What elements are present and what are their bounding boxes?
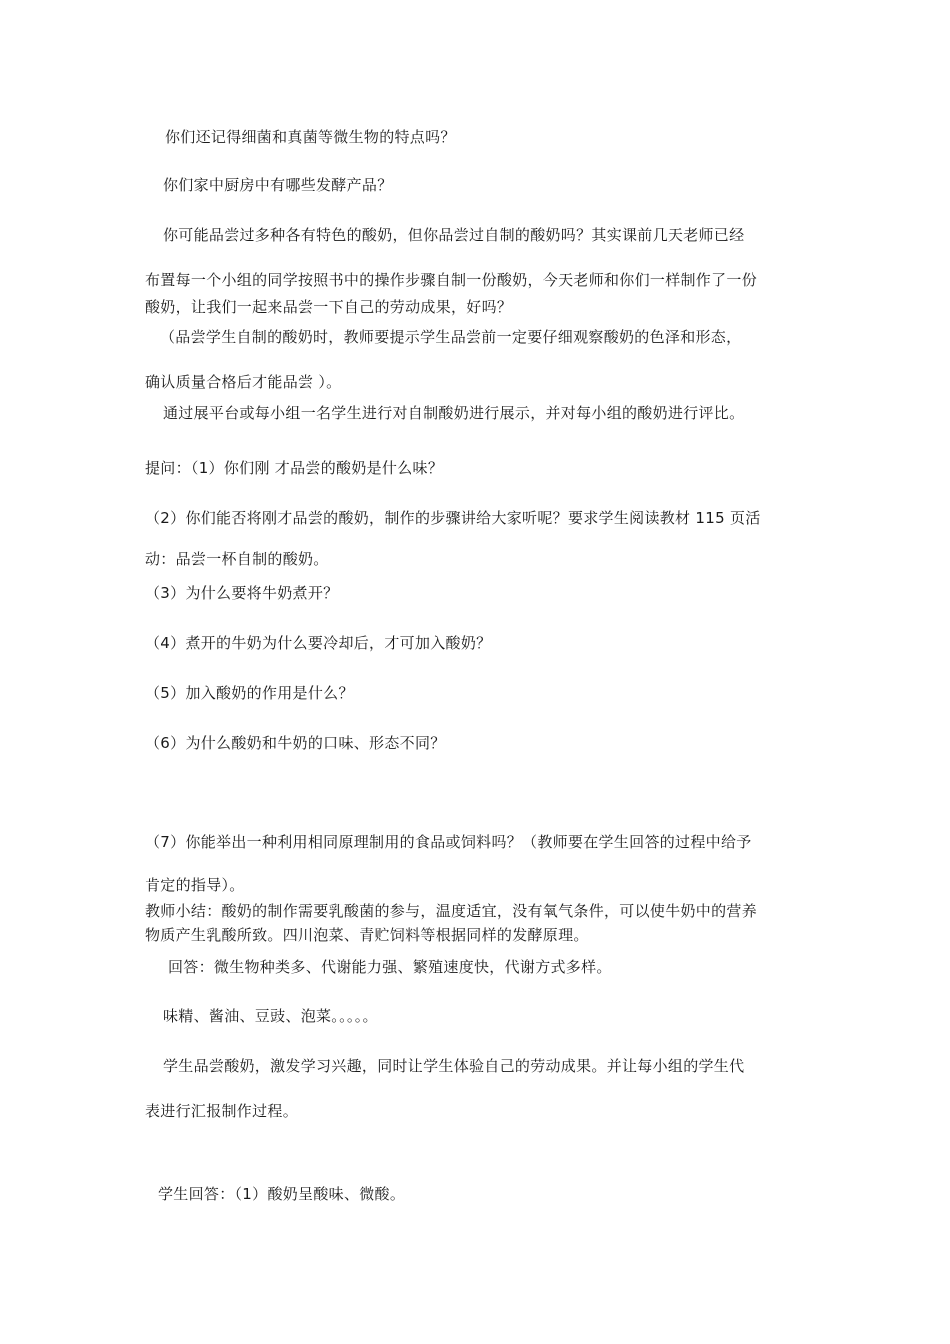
question-6: （6）为什么酸奶和牛奶的口味、形态不同？ — [145, 734, 446, 752]
text-line-1: 你们还记得细菌和真菌等微生物的特点吗？ — [165, 128, 456, 146]
question-2-cont: 动：品尝一杯自制的酸奶。 — [145, 550, 329, 568]
student-answer: 学生回答：（1）酸奶呈酸味、微酸。 — [158, 1185, 406, 1203]
text-line-2: 你们家中厨房中有哪些发酵产品？ — [163, 176, 393, 194]
text-line-6: （品尝学生自制的酸奶时，教师要提示学生品尝前一定要仔细观察酸奶的色泽和形态， — [160, 328, 742, 346]
text-line-3: 你可能品尝过多种各有特色的酸奶，但你品尝过自制的酸奶吗？其实课前几天老师已经 — [163, 226, 745, 244]
answer-line: 回答：微生物种类多、代谢能力强、繁殖速度快，代谢方式多样。 — [168, 958, 612, 976]
text-line-8: 通过展平台或每小组一名学生进行对自制酸奶进行展示，并对每小组的酸奶进行评比。 — [163, 404, 745, 422]
text-line-7: 确认质量合格后才能品尝 ）。 — [145, 373, 342, 391]
question-4: （4）煮开的牛奶为什么要冷却后，才可加入酸奶？ — [145, 634, 492, 652]
question-1: 提问：（1）你们刚 才品尝的酸奶是什么味？ — [145, 459, 444, 477]
question-7: （7）你能举出一种利用相同原理制用的食品或饲料吗？（教师要在学生回答的过程中给予 — [145, 833, 752, 851]
question-7-cont: 肯定的指导）。 — [145, 876, 245, 894]
activity-line: 学生品尝酸奶，激发学习兴趣，同时让学生体验自己的劳动成果。并让每小组的学生代 — [163, 1057, 745, 1075]
text-line-5: 酸奶，让我们一起来品尝一下自己的劳动成果，好吗？ — [145, 298, 513, 316]
text-line-4: 布置每一个小组的同学按照书中的操作步骤自制一份酸奶，今天老师和你们一样制作了一份 — [145, 271, 758, 289]
activity-line-cont: 表进行汇报制作过程。 — [145, 1102, 299, 1120]
question-2: （2）你们能否将刚才品尝的酸奶，制作的步骤讲给大家听呢？要求学生阅读教材 115 页活 — [145, 509, 761, 527]
question-5: （5）加入酸奶的作用是什么？ — [145, 684, 354, 702]
teacher-summary: 教师小结：酸奶的制作需要乳酸菌的参与，温度适宜，没有氧气条件，可以使牛奶中的营养 — [145, 902, 758, 920]
products-line: 味精、酱油、豆豉、泡菜。。。。。 — [163, 1007, 378, 1025]
teacher-summary-cont: 物质产生乳酸所致。四川泡菜、青贮饲料等根据同样的发酵原理。 — [145, 926, 589, 944]
question-3: （3）为什么要将牛奶煮开？ — [145, 584, 339, 602]
